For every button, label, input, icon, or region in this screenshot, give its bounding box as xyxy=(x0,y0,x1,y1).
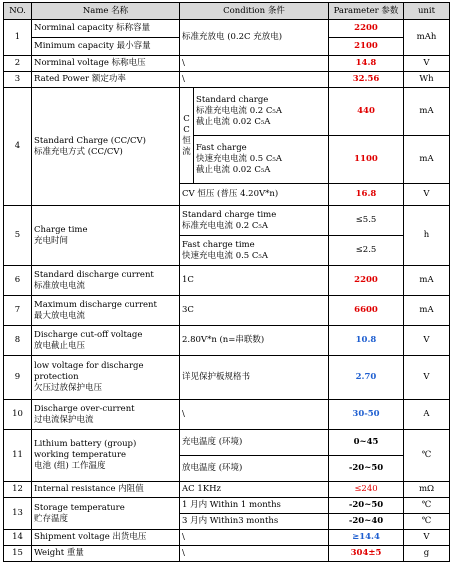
condition-cell: \ xyxy=(180,546,329,562)
condition-line: 截止电流 0.02 C₅A xyxy=(196,117,271,127)
name-cell: Minimum capacity 最小容量 xyxy=(32,38,180,56)
row-number: 2 xyxy=(4,56,32,72)
table-row xyxy=(4,546,450,562)
row-number: 15 xyxy=(4,546,32,562)
name-line: 过电流保护电流 xyxy=(34,414,94,425)
name-line: Storage temperature xyxy=(34,502,125,513)
table-row xyxy=(4,88,450,136)
parameter-value: 16.8 xyxy=(329,184,404,206)
row-number: 4 xyxy=(4,88,32,206)
parameter-value: -20~50 xyxy=(329,498,404,514)
condition-cell: 2.80V*n (n=串联数) xyxy=(180,326,329,356)
name-cell xyxy=(32,266,180,296)
name-line: protection xyxy=(34,372,79,382)
condition-cell: 1C xyxy=(180,266,329,296)
name-line: 最大放电电流 xyxy=(34,310,86,321)
unit-cell: ℃ xyxy=(404,514,450,530)
name-line: 欠压过放保护电压 xyxy=(34,383,103,393)
header-row xyxy=(4,3,450,20)
parameter-value: -20~40 xyxy=(329,514,404,530)
name-cell xyxy=(32,356,180,400)
name-line: 电池 (组) 工作温度 xyxy=(34,461,106,471)
header-parameter: Parameter 参数 xyxy=(329,3,404,20)
name-cell: Norminal capacity 标称容量 xyxy=(32,20,180,38)
unit-cell: V xyxy=(404,56,450,72)
name-cell xyxy=(32,498,180,530)
name-line: 放电截止电压 xyxy=(34,340,86,351)
parameter-value: 14.8 xyxy=(329,56,404,72)
unit-cell: V xyxy=(404,184,450,206)
name-cell xyxy=(32,430,180,482)
parameter-value: 0~45 xyxy=(329,430,404,456)
name-line: Discharge cut-off voltage xyxy=(34,329,143,340)
name-line: Maximum discharge current xyxy=(34,299,157,310)
parameter-value: ≤5.5 xyxy=(329,206,404,236)
condition-line: 快速充电电流 0.5 C₅A xyxy=(182,250,268,261)
name-cell xyxy=(32,206,180,266)
unit-cell: V xyxy=(404,356,450,400)
table-row xyxy=(4,356,450,400)
condition-cell xyxy=(194,136,329,184)
table-row xyxy=(4,430,450,456)
unit-cell: mA xyxy=(404,136,450,184)
row-number: 12 xyxy=(4,482,32,498)
table-row xyxy=(4,206,450,236)
table-row xyxy=(4,326,450,356)
table-row xyxy=(4,400,450,430)
header-unit: unit xyxy=(404,3,450,20)
name-line: Standard discharge current xyxy=(34,269,154,280)
condition-cell: 放电温度 (环境) xyxy=(180,456,329,482)
parameter-value: 1100 xyxy=(329,136,404,184)
parameter-value: 2.70 xyxy=(329,356,404,400)
table-row xyxy=(4,296,450,326)
row-number: 5 xyxy=(4,206,32,266)
condition-line: 标准充电电流 0.2 C₅A xyxy=(196,106,282,116)
condition-line: 快速充电电流 0.5 C₅A xyxy=(196,154,282,164)
row-number: 1 xyxy=(4,20,32,56)
name-line: Standard Charge (CC/CV) xyxy=(34,135,146,146)
row-number: 6 xyxy=(4,266,32,296)
parameter-value: -20~50 xyxy=(329,456,404,482)
unit-cell: ℃ xyxy=(404,498,450,514)
name-line: low voltage for discharge xyxy=(34,361,144,371)
row-number: 8 xyxy=(4,326,32,356)
name-cell xyxy=(32,88,180,206)
name-line: 标准放电电流 xyxy=(34,280,86,291)
row-number: 11 xyxy=(4,430,32,482)
table-row xyxy=(4,530,450,546)
table-row xyxy=(4,20,450,38)
table-row xyxy=(4,266,450,296)
condition-line: Standard charge xyxy=(196,95,269,105)
name-cell: Norminal voltage 标称电压 xyxy=(32,56,180,72)
table-row xyxy=(4,498,450,514)
cc-label: C C 恒流 xyxy=(180,88,194,184)
parameter-value: 2200 xyxy=(329,20,404,38)
parameter-value: 2100 xyxy=(329,38,404,56)
unit-cell: mA xyxy=(404,266,450,296)
name-cell xyxy=(32,296,180,326)
condition-cell: \ xyxy=(180,400,329,430)
unit-cell: g xyxy=(404,546,450,562)
name-cell: Shipment voltage 出货电压 xyxy=(32,530,180,546)
parameter-value: 304±5 xyxy=(329,546,404,562)
table-row xyxy=(4,72,450,88)
name-line: working temperature xyxy=(34,450,127,460)
row-number: 9 xyxy=(4,356,32,400)
unit-cell: Wh xyxy=(404,72,450,88)
table-row xyxy=(4,482,450,498)
spec-table xyxy=(3,2,450,562)
name-cell xyxy=(32,400,180,430)
condition-cell: 3 月内 Within3 months xyxy=(180,514,329,530)
condition-cell: AC 1KHz xyxy=(180,482,329,498)
name-line: 标准充电方式 (CC/CV) xyxy=(34,146,123,157)
name-line: 贮存温度 xyxy=(34,513,69,524)
parameter-value: 440 xyxy=(329,88,404,136)
unit-cell: mA xyxy=(404,88,450,136)
parameter-value: ≤2.5 xyxy=(329,236,404,266)
condition-cell: 1 月内 Within 1 months xyxy=(180,498,329,514)
condition-cell: 详见保护板规格书 xyxy=(180,356,329,400)
unit-cell: V xyxy=(404,530,450,546)
name-cell: Internal resistance 内阻值 xyxy=(32,482,180,498)
unit-cell: mAh xyxy=(404,20,450,56)
condition-cell: CV 恒压 (普压 4.20V*n) xyxy=(180,184,329,206)
name-line: 充电时间 xyxy=(34,235,69,246)
parameter-value: ≤240 xyxy=(329,482,404,498)
name-cell: Weight 重量 xyxy=(32,546,180,562)
parameter-value: 6600 xyxy=(329,296,404,326)
condition-cell xyxy=(180,206,329,236)
condition-cell: \ xyxy=(180,56,329,72)
condition-cell: 3C xyxy=(180,296,329,326)
parameter-value: 10.8 xyxy=(329,326,404,356)
header-name: Name 名称 xyxy=(32,3,180,20)
condition-line: 标准充电电流 0.2 C₅A xyxy=(182,220,268,231)
name-cell: Rated Power 额定功率 xyxy=(32,72,180,88)
condition-cell xyxy=(194,88,329,136)
unit-cell: h xyxy=(404,206,450,266)
parameter-value: 30-50 xyxy=(329,400,404,430)
condition-line: Fast charge xyxy=(196,143,247,153)
condition-cell: 充电温度 (环境) xyxy=(180,430,329,456)
condition-cell: 标准充放电 (0.2C 充放电) xyxy=(180,20,329,56)
condition-cell: \ xyxy=(180,530,329,546)
condition-line: Standard charge time xyxy=(182,209,277,220)
parameter-value: ≥14.4 xyxy=(329,530,404,546)
condition-line: 截止电流 0.02 C₅A xyxy=(196,165,271,175)
condition-cell xyxy=(180,236,329,266)
row-number: 14 xyxy=(4,530,32,546)
unit-cell: ℃ xyxy=(404,430,450,482)
unit-cell: A xyxy=(404,400,450,430)
header-condition: Condition 条件 xyxy=(180,3,329,20)
parameter-value: 32.56 xyxy=(329,72,404,88)
row-number: 7 xyxy=(4,296,32,326)
unit-cell: mΩ xyxy=(404,482,450,498)
table-row xyxy=(4,56,450,72)
condition-line: Fast charge time xyxy=(182,239,255,250)
unit-cell: mA xyxy=(404,296,450,326)
name-cell xyxy=(32,326,180,356)
row-number: 3 xyxy=(4,72,32,88)
unit-cell: V xyxy=(404,326,450,356)
name-line: Charge time xyxy=(34,224,88,235)
name-line: Discharge over-current xyxy=(34,403,135,414)
parameter-value: 2200 xyxy=(329,266,404,296)
header-no: NO. xyxy=(4,3,32,20)
row-number: 10 xyxy=(4,400,32,430)
row-number: 13 xyxy=(4,498,32,530)
name-line: Lithium battery (group) xyxy=(34,439,137,449)
condition-cell: \ xyxy=(180,72,329,88)
